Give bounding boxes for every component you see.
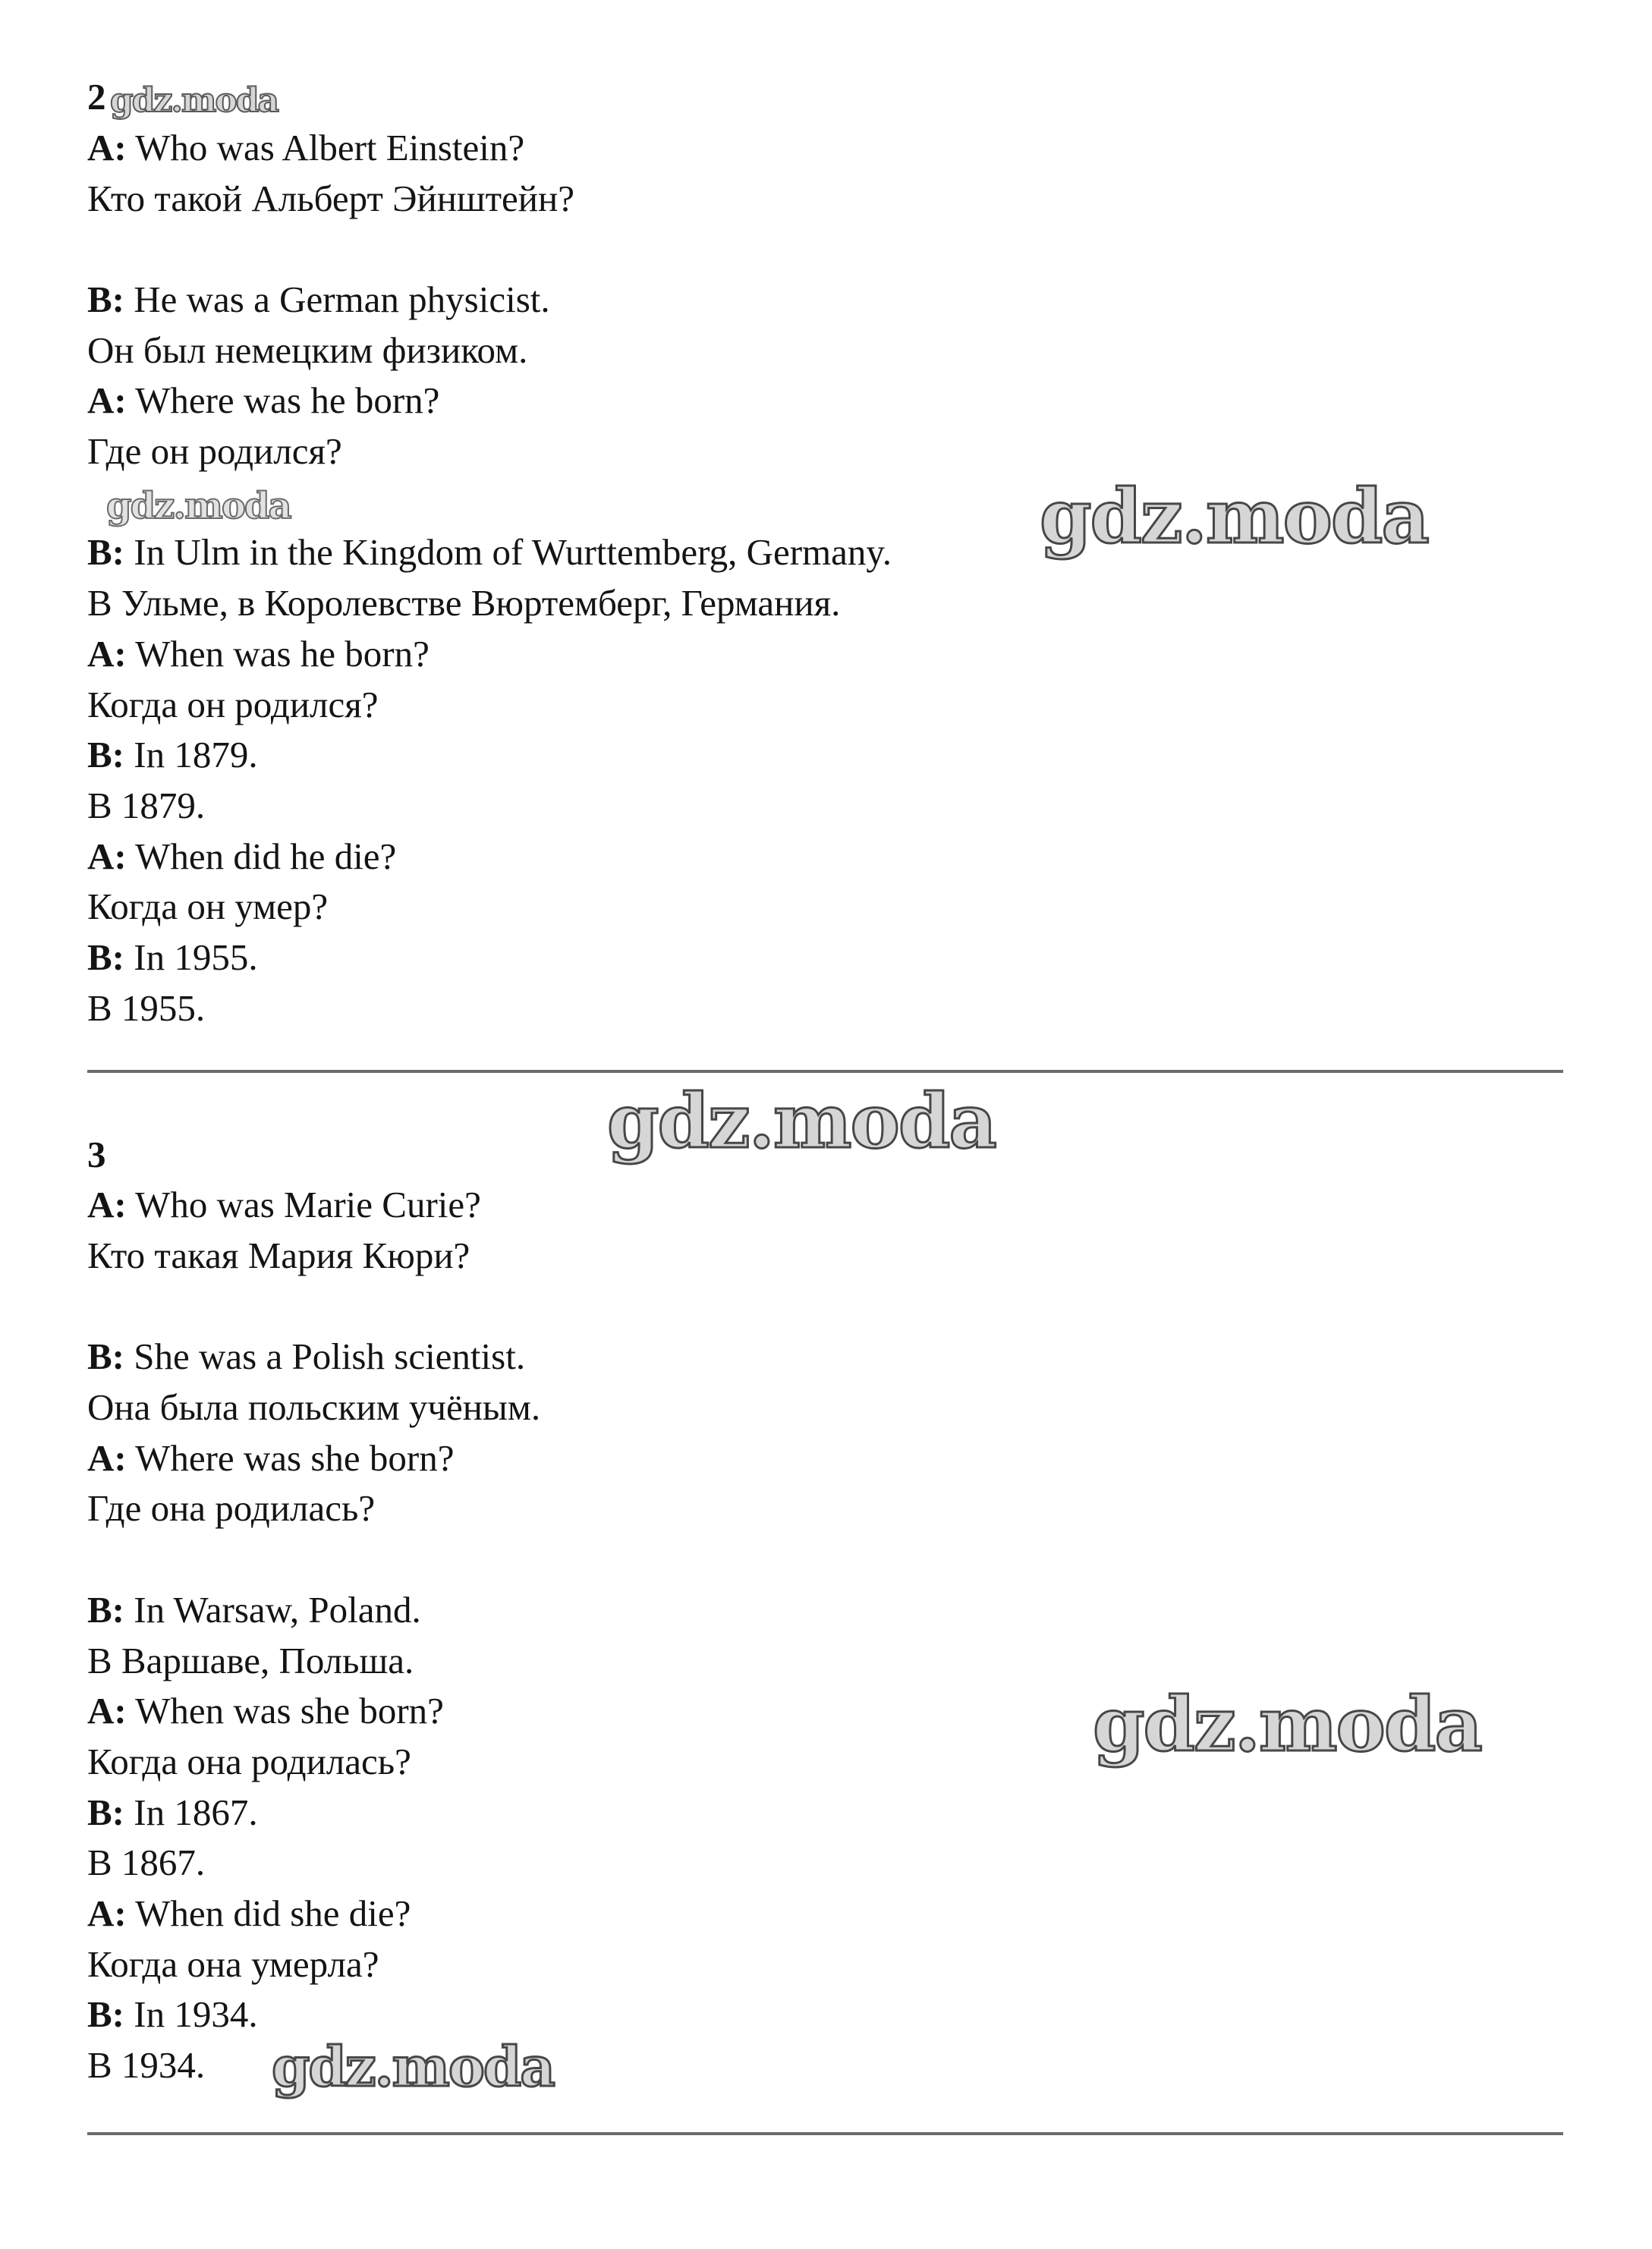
speaker-label: A: <box>87 835 127 877</box>
watermark-logo: gdz.moda <box>106 485 291 527</box>
dialogue-line <box>87 180 574 217</box>
line-text: In 1867. <box>124 1791 258 1833</box>
dialogue-line <box>87 1237 470 1274</box>
watermark-logo: gdz.moda <box>272 2034 554 2099</box>
speaker-label: A: <box>87 1892 127 1934</box>
line-text: Who was Albert Einstein? <box>126 127 525 168</box>
speaker-label: A: <box>87 1184 127 1225</box>
dialogue-line <box>87 1439 454 1477</box>
dialogue-line <box>87 633 430 675</box>
section-number: 3 <box>87 1134 106 1175</box>
dialogue-line <box>87 582 841 624</box>
dialogue-line <box>87 1743 411 1780</box>
line-text: When did he die? <box>126 835 397 877</box>
dialogue-line <box>87 1186 481 1223</box>
dialogue-line <box>87 885 329 927</box>
speaker-label: A: <box>87 1690 127 1732</box>
line-text: Где он родился? <box>87 430 342 472</box>
line-text: When was he born? <box>126 633 430 675</box>
dialogue-line <box>87 1386 541 1428</box>
watermark-logo: gdz.moda <box>607 1078 996 1165</box>
dialogue-line <box>87 2046 205 2084</box>
speaker-label: A: <box>87 633 127 675</box>
dialogue-line <box>87 1993 258 2035</box>
line-text: Кто такой Альберт Эйнштейн? <box>87 178 575 219</box>
line-text: In Ulm in the Kingdom of Wurttemberg, Germany. <box>124 531 892 573</box>
dialogue-line <box>87 835 397 877</box>
dialogue-line <box>87 686 379 723</box>
speaker-label: B: <box>87 278 124 320</box>
dialogue-line <box>87 329 528 371</box>
dialogue-line <box>87 1642 414 1679</box>
line-text: Когда он родился? <box>87 684 379 725</box>
line-text: Когда она умерла? <box>87 1943 379 1985</box>
speaker-label: B: <box>87 734 124 775</box>
line-text: В 1867. <box>87 1842 206 1883</box>
speaker-label: A: <box>87 1437 127 1479</box>
line-text: В 1934. <box>87 2044 206 2086</box>
dialogue-line <box>87 1589 421 1631</box>
speaker-label: B: <box>87 1791 124 1833</box>
dialogue-line <box>87 1945 379 1983</box>
speaker-label: B: <box>87 1993 124 2035</box>
speaker-label: B: <box>87 936 124 978</box>
dialogue-line <box>87 1892 411 1934</box>
dialogue-line <box>87 936 258 978</box>
line-text: He was a German physicist. <box>124 278 550 320</box>
speaker-label: B: <box>87 1589 124 1631</box>
speaker-label: A: <box>87 379 127 421</box>
line-text: In 1934. <box>124 1993 258 2035</box>
dialogue-line <box>87 278 550 320</box>
line-text: When did she die? <box>126 1892 411 1934</box>
section-number: 2 <box>87 76 106 118</box>
line-text: In 1879. <box>124 734 258 775</box>
dialogue-line <box>87 1791 258 1833</box>
line-text: Где она родилась? <box>87 1487 376 1529</box>
watermark-logo: gdz.moda <box>110 81 278 120</box>
dialogue-line <box>87 787 205 824</box>
speaker-label: B: <box>87 531 124 573</box>
line-text: Кто такая Мария Кюри? <box>87 1235 470 1276</box>
line-text: Она была польским учёным. <box>87 1386 541 1428</box>
line-text: В 1879. <box>87 785 206 826</box>
dialogue-line <box>87 736 258 773</box>
line-text: She was a Polish scientist. <box>124 1335 526 1377</box>
section-divider <box>87 1070 1563 1073</box>
dialogue-line <box>87 1335 526 1377</box>
dialogue-line <box>87 432 342 470</box>
dialogue-line <box>87 989 205 1027</box>
dialogue-line <box>87 1844 205 1881</box>
dialogue-line <box>87 129 524 166</box>
line-text: Когда он умер? <box>87 885 329 927</box>
line-text: In 1955. <box>124 936 258 978</box>
speaker-label: B: <box>87 1335 124 1377</box>
line-text: Who was Marie Curie? <box>126 1184 481 1225</box>
speaker-label: A: <box>87 127 127 168</box>
watermark-logo: gdz.moda <box>1040 473 1428 561</box>
line-text: Where was he born? <box>126 379 440 421</box>
watermark-logo: gdz.moda <box>1093 1681 1481 1769</box>
line-text: В Варшаве, Польша. <box>87 1640 414 1681</box>
line-text: В Ульме, в Королевстве Вюртемберг, Германия. <box>87 582 841 624</box>
line-text: Он был немецким физиком. <box>87 329 528 371</box>
dialogue-line <box>87 533 892 571</box>
line-text: In Warsaw, Poland. <box>124 1589 421 1631</box>
line-text: Where was she born? <box>126 1437 455 1479</box>
dialogue-line <box>87 1489 375 1527</box>
line-text: When was she born? <box>126 1690 444 1732</box>
line-text: Когда она родилась? <box>87 1741 411 1782</box>
dialogue-line <box>87 1690 444 1732</box>
section-divider <box>87 2132 1563 2135</box>
dialogue-line <box>87 379 440 421</box>
line-text: В 1955. <box>87 987 206 1029</box>
